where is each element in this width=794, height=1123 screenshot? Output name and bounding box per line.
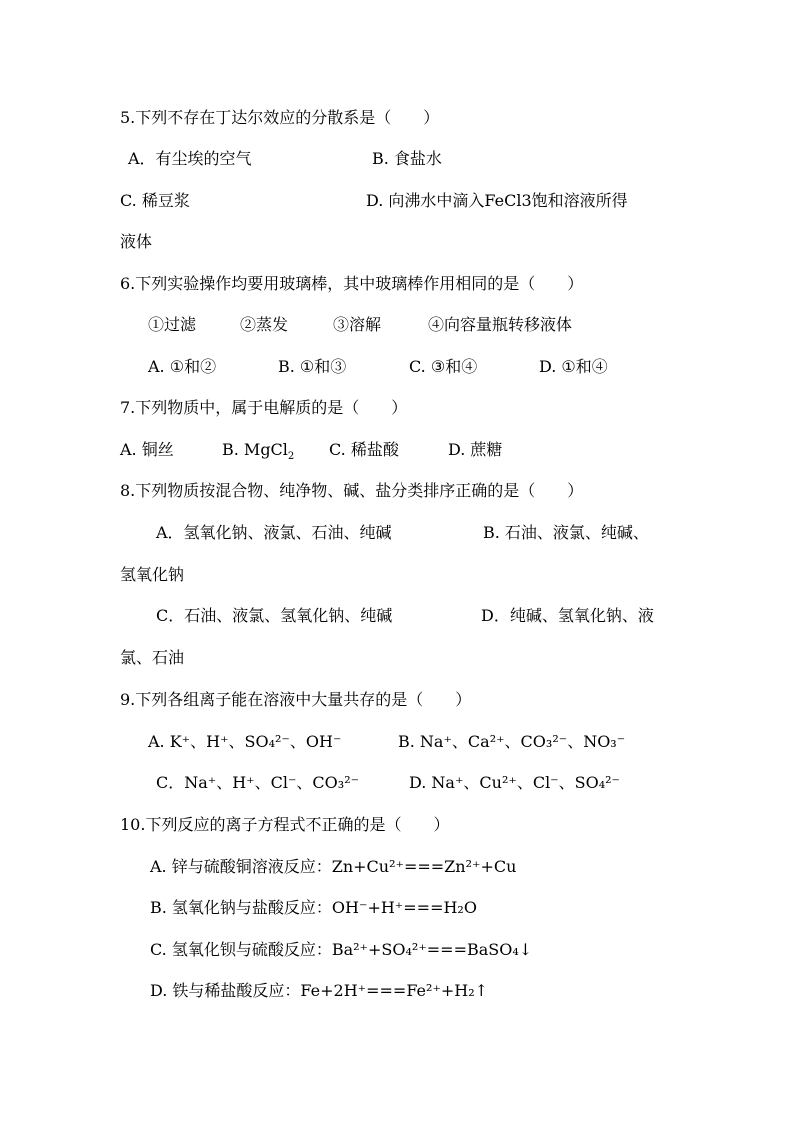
question-8-option-d-continued: 氯、石油 xyxy=(120,648,185,667)
question-8-option-b-continued: 氢氧化钠 xyxy=(120,565,185,584)
question-5-option-b: B. 食盐水 xyxy=(372,149,442,168)
question-6-item-4: ④向容量瓶转移液体 xyxy=(428,315,573,334)
question-10-option-d: D. 铁与稀盐酸反应：Fe+2H⁺===Fe²⁺+H₂↑ xyxy=(150,981,489,1000)
question-6-option-b: B. ①和③ xyxy=(278,357,347,376)
question-7-option-c: C. 稀盐酸 xyxy=(329,440,399,459)
question-10-option-b: B. 氢氧化钠与盐酸反应：OH⁻+H⁺===H₂O xyxy=(150,898,477,917)
question-6-item-2: ②蒸发 xyxy=(240,315,289,334)
question-8-stem: 8.下列物质按混合物、纯净物、碱、盐分类排序正确的是（ ） xyxy=(120,481,584,500)
question-5-option-a: A．有尘埃的空气 xyxy=(128,149,252,168)
question-8-option-d: D．纯碱、氢氧化钠、液 xyxy=(481,606,654,625)
question-9-option-c: C．Na⁺、H⁺、Cl⁻、CO₃²⁻ xyxy=(156,773,360,792)
question-5-option-d: D. 向沸水中滴入FeCl3饱和溶液所得 xyxy=(366,191,628,210)
question-7-option-b-subscript: 2 xyxy=(287,451,295,463)
question-5-stem: 5.下列不存在丁达尔效应的分散系是（ ） xyxy=(120,108,440,127)
question-9-option-d: D. Na⁺、Cu²⁺、Cl⁻、SO₄²⁻ xyxy=(409,773,620,792)
question-6-option-d: D. ①和④ xyxy=(539,357,608,376)
question-5-option-c: C. 稀豆浆 xyxy=(120,191,190,210)
question-7-option-b-text: B. MgCl xyxy=(222,440,288,459)
question-7-option-d: D. 蔗糖 xyxy=(448,440,503,459)
question-6-option-c: C. ③和④ xyxy=(409,357,478,376)
question-7-option-a: A. 铜丝 xyxy=(120,440,174,459)
question-9-option-b: B. Na⁺、Ca²⁺、CO₃²⁻、NO₃⁻ xyxy=(398,732,626,751)
question-10-option-a: A. 锌与硫酸铜溶液反应：Zn+Cu²⁺===Zn²⁺+Cu xyxy=(150,857,517,876)
question-6-stem: 6.下列实验操作均要用玻璃棒，其中玻璃棒作用相同的是（ ） xyxy=(120,274,584,293)
question-10-option-c: C. 氢氧化钡与硫酸反应：Ba²⁺+SO₄²⁺===BaSO₄↓ xyxy=(150,940,533,959)
question-8-option-a: A．氢氧化钠、液氯、石油、纯碱 xyxy=(156,523,392,542)
question-5-option-d-continued: 液体 xyxy=(120,232,153,251)
question-6-option-a: A. ①和② xyxy=(148,357,217,376)
question-6-item-1: ①过滤 xyxy=(148,315,197,334)
question-7-stem: 7.下列物质中，属于电解质的是（ ） xyxy=(120,398,408,417)
question-10-stem: 10.下列反应的离子方程式不正确的是（ ） xyxy=(120,815,450,834)
question-7-option-b xyxy=(222,439,294,461)
question-8-option-c: C．石油、液氯、氢氧化钠、纯碱 xyxy=(156,606,393,625)
question-9-stem: 9.下列各组离子能在溶液中大量共存的是（ ） xyxy=(120,690,472,709)
question-9-option-a: A. K⁺、H⁺、SO₄²⁻、OH⁻ xyxy=(148,732,342,751)
question-6-item-3: ③溶解 xyxy=(333,315,382,334)
question-8-option-b: B. 石油、液氯、纯碱、 xyxy=(483,523,649,542)
